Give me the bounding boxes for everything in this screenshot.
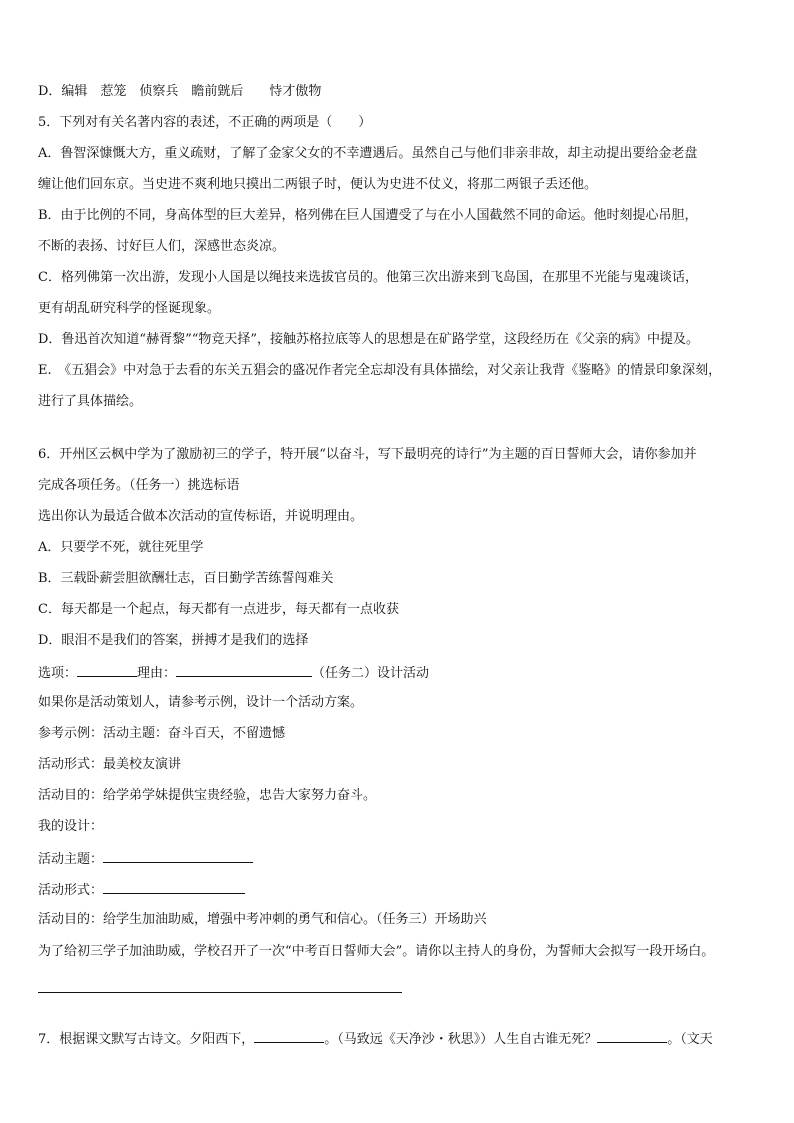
reason-label: 理由： [137,666,177,681]
q6-choice-line [38,664,429,682]
q5-option-e-line1: E. 《五猖会》中对急于去看的东关五猖会的盛况作者完全忘却没有具体描绘，对父亲让我背《鉴略》的情景印象深刻， [38,363,722,378]
q7-line [38,1030,713,1048]
theme-blank[interactable] [103,850,253,863]
reason-blank[interactable] [176,664,312,677]
q6-stem-line1: 6．开州区云枫中学为了激励初三的学子，特开展“以奋斗，写下最明亮的诗行”为主题的百日誓师大会，请你参加并 [38,447,697,462]
form-blank[interactable] [103,881,245,894]
q6-stem-line2: 完成各项任务。（任务一）挑选标语 [38,478,240,493]
q5-option-b-line1: B．由于比例的不同，身高体型的巨大差异，格列佛在巨人国遭受了与在小人国截然不同的命运。他时刻提心吊胆， [38,208,698,223]
choice-blank[interactable] [77,664,137,677]
q6-slogan-c: C．每天都是一个起点，每天都有一点进步，每天都有一点收获 [38,602,399,617]
q4-option-d: D．编辑 惹笼 侦察兵 瞻前皝后 恃才傲物 [38,84,322,99]
theme-label: 活动主题： [38,852,104,867]
q6-slogan-a: A．只要学不死，就往死里学 [38,540,204,555]
task2-label: （任务二）设计活动 [312,666,430,681]
q6-task2-instruction: 如果你是活动策划人，请参考示例，设计一个活动方案。 [38,695,364,710]
q5-option-a-line1: A．鲁智深慷慨大方，重义疏财，了解了金家父女的不幸遭遇后。虽然自己与他们非亲非故，却主动提出要给金老盘 [38,146,698,161]
q5-option-c-line1: C．格列佛第一次出游，发现小人国是以绳技来选拔官员的。他第三次出游来到飞岛国，在那里不光能与鬼魂谈话， [38,270,698,285]
q6-example-form: 活动形式：最美校友演讲 [38,757,182,772]
q7-mid: 。（马致远《天净沙・秋思》）人生自古谁无死？ [324,1032,598,1047]
q6-task1-instruction: 选出你认为最适合做本次活动的宣传标语，并说明理由。 [38,509,364,524]
q6-form-line [38,881,245,899]
q6-goal-line: 活动目的：给学生加油助威，增强中考冲刺的勇气和信心。（任务三）开场助兴 [38,912,487,927]
q7-prefix: 7．根据课文默写古诗文。夕阳西下， [38,1032,255,1047]
q6-example-goal: 活动目的：给学弟学妹提供宝贵经验，忠告大家努力奋斗。 [38,788,377,803]
q6-slogan-b: B．三载卧薪尝胆欲酬壮志，百日勤学苦练誓闯难关 [38,571,334,586]
q7-blank-2[interactable] [597,1030,667,1043]
q5-option-c-line2: 更有胡乱研究科学的怪诞现象。 [38,301,221,316]
q7-suffix: 。（文天 [667,1032,713,1047]
q5-option-a-line2: 缠让他们回东京。当史进不爽利地只摸出二两银子时，便认为史进不仗义，将那二两银子丢还他。 [38,177,598,192]
q6-task3-instruction: 为了给初三学子加油助威，学校召开了一次“中考百日誓师大会”。请你以主持人的身份，为誓师大会拟写一段开场白。 [38,944,715,959]
q5-option-e-line2: 进行了具体描绘。 [38,394,143,409]
q5-stem: 5．下列对有关名著内容的表述，不正确的两项是（ ） [38,115,372,130]
q6-slogan-d: D．眼泪不是我们的答案，拼搏才是我们的选择 [38,633,309,648]
q6-my-design: 我的设计： [38,819,104,834]
form-label: 活动形式： [38,883,104,898]
choice-label: 选项： [38,666,78,681]
q7-blank-1[interactable] [254,1030,324,1043]
q6-theme-line [38,850,253,868]
q6-example-theme: 参考示例：活动主题：奋斗百天，不留遗憾 [38,726,286,741]
answer-line[interactable] [38,992,402,993]
q5-option-b-line2: 不断的表扬、讨好巨人们，深感世态炎凉。 [38,239,286,254]
q5-option-d: D．鲁迅首次知道“赫胥黎”“物竞天择”，接触苏格拉底等人的思想是在矿路学堂，这段经历在《父亲的病》中提及。 [38,332,700,347]
